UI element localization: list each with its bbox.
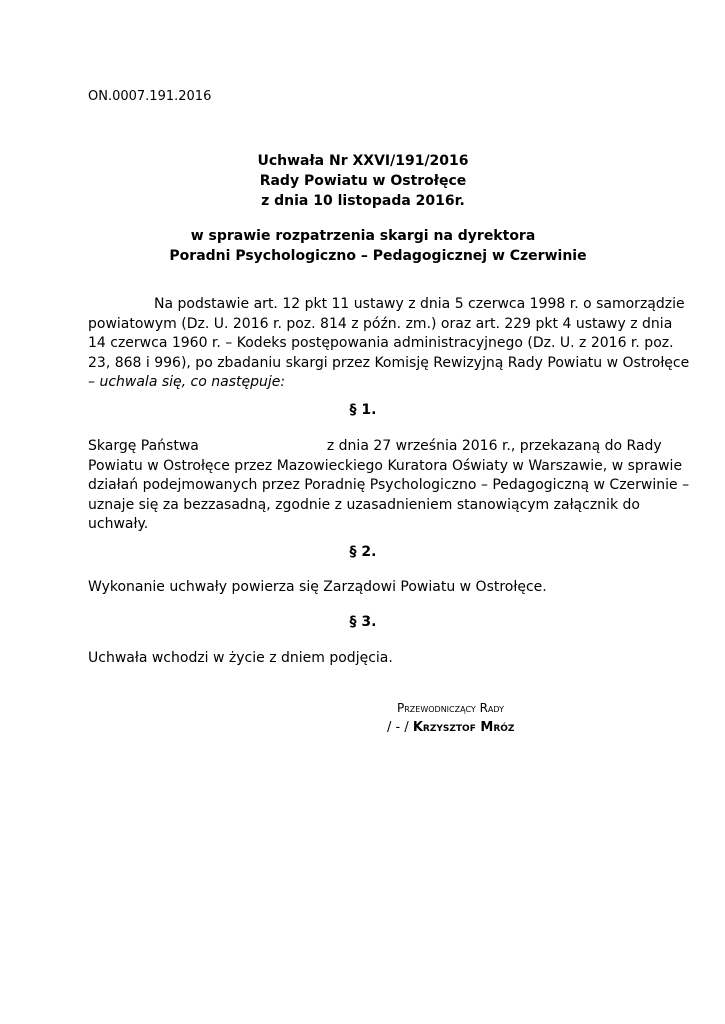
section-1-line-1	[88, 437, 662, 457]
signature-line	[387, 720, 514, 735]
reference-number: ON.0007.191.2016	[88, 89, 212, 104]
preamble-line-3: 14 czerwca 1960 r. – Kodeks postępowania administracyjnego (Dz. U. z 2016 r. poz.	[88, 335, 674, 351]
section-1-line-5: uchwały.	[88, 516, 149, 532]
resolution-title	[88, 151, 638, 211]
signature-name: Krzysztof Mróz	[412, 720, 515, 735]
section-1-line-2: Powiatu w Ostrołęce przez Mazowieckiego Kuratora Oświaty w Warszawie, w sprawie	[88, 457, 683, 474]
preamble-line-1: Na podstawie art. 12 pkt 11 ustawy z dnia 5 czerwca 1998 r. o samorządzie	[154, 296, 685, 312]
subject-line-1: w sprawie rozpatrzenia skargi na dyrektora	[190, 228, 536, 244]
section-1-line-1b: z dnia 27 września 2016 r., przekazaną do Rady	[326, 438, 662, 454]
signature-role: Przewodniczący Rady	[397, 701, 505, 715]
section-1-heading: § 1.	[349, 402, 377, 418]
section-2-text: Wykonanie uchwały powierza się Zarządowi Powiatu w Ostrołęce.	[88, 579, 547, 595]
section-1-line-4: uznaje się za bezzasadną, zgodnie z uzasadnieniem stanowiącym załącznik do	[88, 496, 640, 513]
section-3-heading: § 3.	[349, 614, 377, 630]
title-line-2: Rady Powiatu w Ostrołęce	[259, 173, 467, 189]
section-1-line-1a: Skargę Państwa	[88, 438, 199, 454]
title-line-3: z dnia 10 listopada 2016r.	[261, 193, 465, 209]
preamble-line-4: 23, 868 i 996), po zbadaniu skargi przez Komisję Rewizyjną Rady Powiatu w Ostrołęce	[88, 354, 690, 371]
preamble-paragraph	[88, 295, 690, 393]
preamble-line-2: powiatowym (Dz. U. 2016 r. poz. 814 z późn. zm.) oraz art. 229 pkt 4 ustawy z dnia	[88, 315, 673, 332]
title-line-1: Uchwała Nr XXVI/191/2016	[257, 153, 469, 169]
section-1-paragraph	[88, 437, 690, 535]
signature-prefix: / - /	[387, 720, 409, 735]
resolution-subject	[88, 226, 638, 266]
section-3-text: Uchwała wchodzi w życie z dniem podjęcia.	[88, 650, 393, 666]
subject-line-2: Poradni Psychologiczno – Pedagogicznej w Czerwinie	[169, 248, 587, 264]
section-1-line-3: działań podejmowanych przez Poradnię Psychologiczno – Pedagogiczną w Czerwinie –	[88, 477, 690, 493]
section-2-heading: § 2.	[349, 544, 377, 560]
preamble-line-5: – uchwala się, co następuje:	[88, 374, 286, 390]
